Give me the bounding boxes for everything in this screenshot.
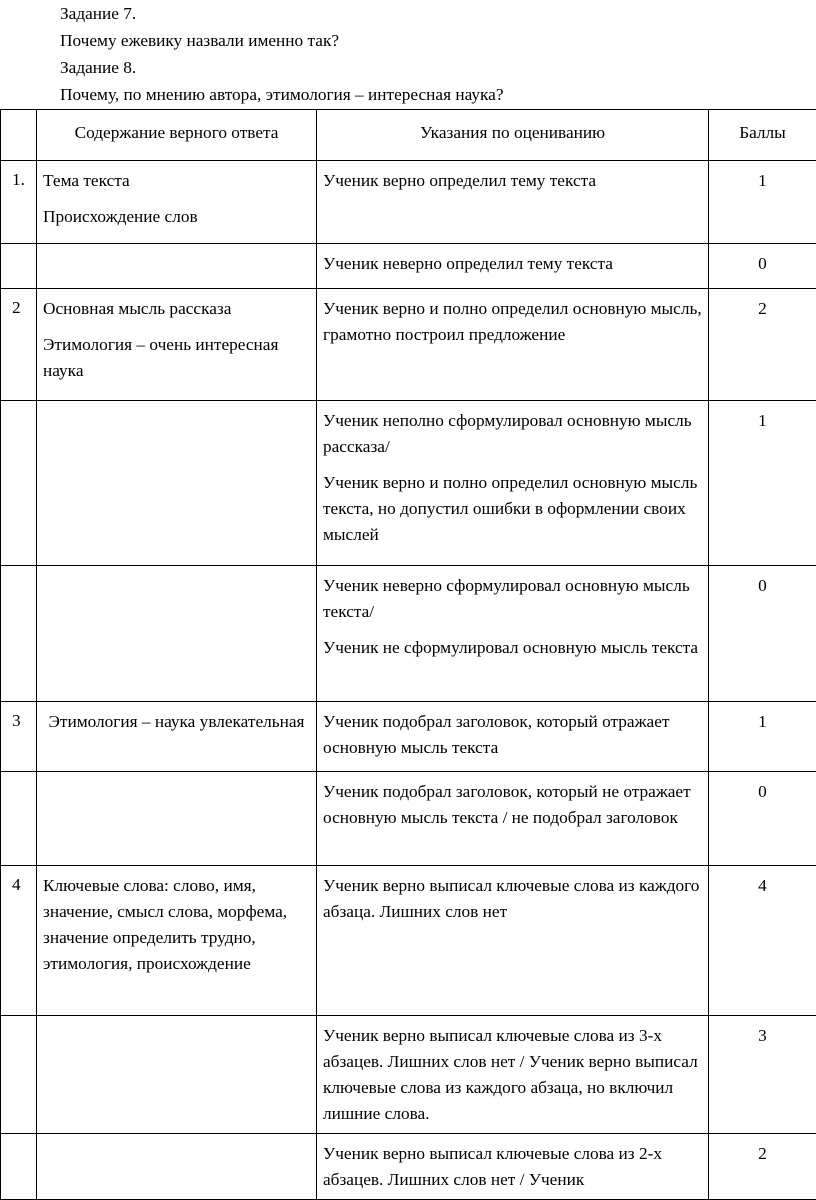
row-number — [1, 1134, 37, 1200]
answer-content — [37, 289, 317, 401]
criteria-line: Ученик неверно определил тему текста — [323, 251, 702, 277]
table-row — [1, 401, 816, 566]
points: 2 — [709, 1134, 816, 1200]
answer-content — [37, 1016, 317, 1134]
grading-criteria — [317, 289, 709, 401]
points: 1 — [709, 161, 816, 244]
grading-criteria — [317, 401, 709, 566]
table-header-row — [1, 110, 816, 161]
grading-criteria — [317, 866, 709, 1016]
grading-criteria — [317, 161, 709, 244]
criteria-line: Ученик не сформулировал основную мысль текста — [323, 635, 702, 661]
points: 1 — [709, 702, 816, 772]
criteria-line: Ученик подобрал заголовок, который не отражает основную мысль текста / не подобрал заголовок — [323, 779, 702, 831]
points: 1 — [709, 401, 816, 566]
task-intro — [60, 0, 504, 108]
answer-line: Ключевые слова: слово, имя, значение, смысл слова, морфема, значение определить трудно, этимология, происхождение — [43, 873, 310, 977]
points: 2 — [709, 289, 816, 401]
points: 4 — [709, 866, 816, 1016]
answer-line: Тема текста — [43, 168, 310, 194]
header-points: Баллы — [709, 110, 816, 161]
answer-content — [37, 702, 317, 772]
points: 3 — [709, 1016, 816, 1134]
row-number — [1, 1016, 37, 1134]
grading-criteria — [317, 1134, 709, 1200]
criteria-line: Ученик подобрал заголовок, который отражает основную мысль текста — [323, 709, 702, 761]
answer-content — [37, 244, 317, 289]
table-row — [1, 161, 816, 244]
row-number: 2 — [1, 289, 37, 401]
answer-line: Происхождение слов — [43, 204, 310, 230]
criteria-line: Ученик верно и полно определил основную мысль текста, но допустил ошибки в оформлении своих мыслей — [323, 470, 702, 548]
answer-line: Основная мысль рассказа — [43, 296, 310, 322]
table-row — [1, 244, 816, 289]
grading-criteria — [317, 244, 709, 289]
answer-content — [37, 161, 317, 244]
task-8-title: Задание 8. — [60, 54, 504, 81]
answer-content — [37, 401, 317, 566]
grading-criteria — [317, 566, 709, 702]
points: 0 — [709, 772, 816, 866]
row-number — [1, 244, 37, 289]
criteria-line: Ученик неполно сформулировал основную мысль рассказа/ — [323, 408, 702, 460]
table-row — [1, 1016, 816, 1134]
table-row — [1, 566, 816, 702]
task-7-title: Задание 7. — [60, 0, 504, 27]
points: 0 — [709, 566, 816, 702]
grading-criteria — [317, 772, 709, 866]
task-8-question: Почему, по мнению автора, этимология – интересная наука? — [60, 81, 504, 108]
criteria-line: Ученик неверно сформулировал основную мысль текста/ — [323, 573, 702, 625]
header-criteria: Указания по оцениванию — [317, 110, 709, 161]
criteria-line: Ученик верно определил тему текста — [323, 168, 702, 194]
row-number: 4 — [1, 866, 37, 1016]
answer-content — [37, 772, 317, 866]
table-row — [1, 772, 816, 866]
table-row — [1, 289, 816, 401]
row-number: 3 — [1, 702, 37, 772]
criteria-line: Ученик верно и полно определил основную мысль, грамотно построил предложение — [323, 296, 702, 348]
table-row — [1, 1134, 816, 1200]
answer-content — [37, 1134, 317, 1200]
grading-table — [0, 109, 816, 1200]
task-7-question: Почему ежевику назвали именно так? — [60, 27, 504, 54]
row-number: 1. — [1, 161, 37, 244]
grading-criteria — [317, 1016, 709, 1134]
row-number — [1, 772, 37, 866]
answer-line: Этимология – наука увлекательная — [43, 709, 310, 735]
points: 0 — [709, 244, 816, 289]
table-row — [1, 702, 816, 772]
answer-line: Этимология – очень интересная наука — [43, 332, 310, 384]
criteria-line: Ученик верно выписал ключевые слова из каждого абзаца. Лишних слов нет — [323, 873, 702, 925]
header-number — [1, 110, 37, 161]
row-number — [1, 566, 37, 702]
criteria-line: Ученик верно выписал ключевые слова из 3-х абзацев. Лишних слов нет / Ученик верно выписал ключевые слова из каждого абзаца, но включил лишние слова. — [323, 1023, 702, 1127]
answer-content — [37, 566, 317, 702]
criteria-line: Ученик верно выписал ключевые слова из 2-х абзацев. Лишних слов нет / Ученик — [323, 1141, 702, 1193]
row-number — [1, 401, 37, 566]
table-row — [1, 866, 816, 1016]
answer-content — [37, 866, 317, 1016]
grading-criteria — [317, 702, 709, 772]
header-content: Содержание верного ответа — [37, 110, 317, 161]
